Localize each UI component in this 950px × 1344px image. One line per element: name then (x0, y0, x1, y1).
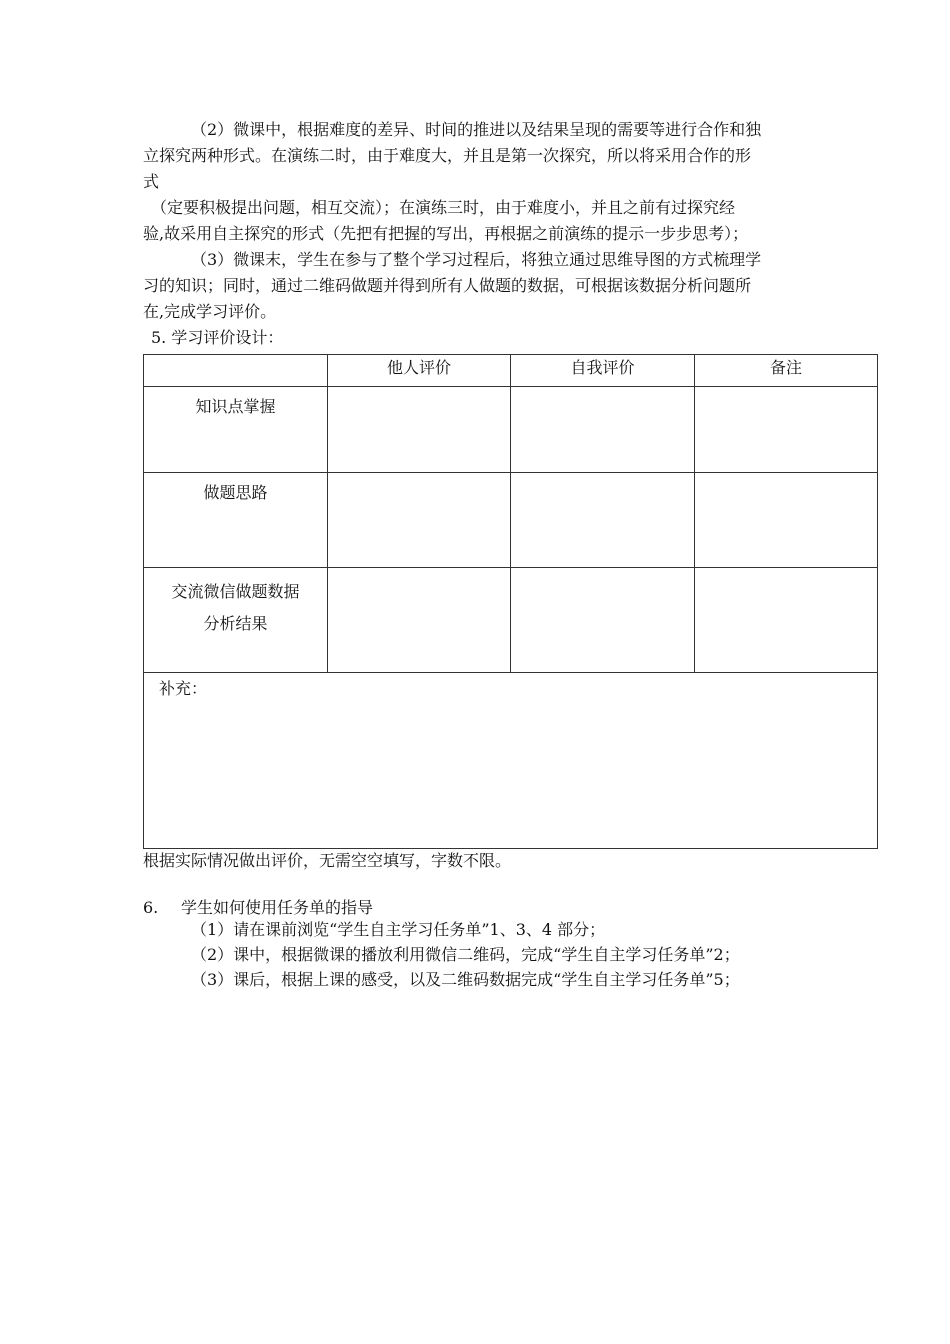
paragraph-2-line-1: （2）微课中，根据难度的差异、时间的推进以及结果呈现的需要等进行合作和独 (191, 120, 762, 139)
table-header-remarks: 备注 (695, 355, 878, 387)
paragraph-3-line-1: （3）微课末，学生在参与了整个学习过程后，将独立通过思维导图的方式梳理学 (191, 250, 762, 269)
cell-others-eval-input[interactable] (328, 568, 511, 673)
evaluation-note: 根据实际情况做出评价，无需空空填写，字数不限。 (143, 851, 512, 870)
paragraph-2-line-2: 立探究两种形式。在演练二时，由于难度大，并且是第一次探究，所以将采用合作的形 (143, 146, 752, 165)
cell-others-eval-input[interactable] (328, 387, 511, 473)
table-row (144, 473, 878, 568)
row-label-wechat-analysis (144, 568, 328, 673)
table-row (144, 387, 878, 473)
section-6-number: 6. (143, 898, 159, 917)
cell-remarks-input[interactable] (695, 387, 878, 473)
cell-remarks-input[interactable] (695, 568, 878, 673)
table-header-others-eval: 他人评价 (328, 355, 511, 387)
table-supplement-row (144, 673, 878, 849)
paragraph-3-line-2: 习的知识；同时，通过二维码做题并得到所有人做题的数据，可根据该数据分析问题所 (143, 276, 752, 295)
section-6-item-2: （2）课中，根据微课的播放利用微信二维码，完成“学生自主学习任务单”2； (191, 945, 740, 964)
row-label-wechat-analysis-line-1: 交流微信做题数据 (171, 582, 300, 601)
row-label-wechat-analysis-line-2: 分析结果 (203, 614, 268, 633)
table-header-empty (144, 355, 328, 387)
row-label-thinking: 做题思路 (144, 473, 328, 568)
section-5-heading: 5. 学习评价设计： (151, 328, 284, 347)
paragraph-3-line-3: 在,完成学习评价。 (143, 302, 277, 321)
evaluation-table (143, 354, 878, 849)
paragraph-2-line-5: 验,故采用自主探究的形式（先把有把握的写出，再根据之前演练的提示一步步思考）； (143, 224, 749, 243)
supplement-label: 补充： (159, 679, 208, 698)
row-label-knowledge: 知识点掌握 (144, 387, 328, 473)
section-6-item-1: （1）请在课前浏览“学生自主学习任务单”1、3、4 部分； (191, 920, 606, 939)
table-header-self-eval: 自我评价 (511, 355, 695, 387)
supplement-cell[interactable] (144, 673, 878, 849)
cell-others-eval-input[interactable] (328, 473, 511, 568)
paragraph-2-line-3: 式 (143, 172, 160, 191)
cell-self-eval-input[interactable] (511, 473, 695, 568)
section-6-item-3: （3）课后，根据上课的感受，以及二维码数据完成“学生自主学习任务单”5； (191, 970, 740, 989)
cell-self-eval-input[interactable] (511, 387, 695, 473)
table-header-row (144, 355, 878, 387)
cell-self-eval-input[interactable] (511, 568, 695, 673)
cell-remarks-input[interactable] (695, 473, 878, 568)
section-6-heading: 学生如何使用任务单的指导 (181, 898, 374, 917)
paragraph-2-line-4: （定要积极提出问题，相互交流）；在演练三时，由于难度小，并且之前有过探究经 (151, 198, 736, 217)
table-row (144, 568, 878, 673)
